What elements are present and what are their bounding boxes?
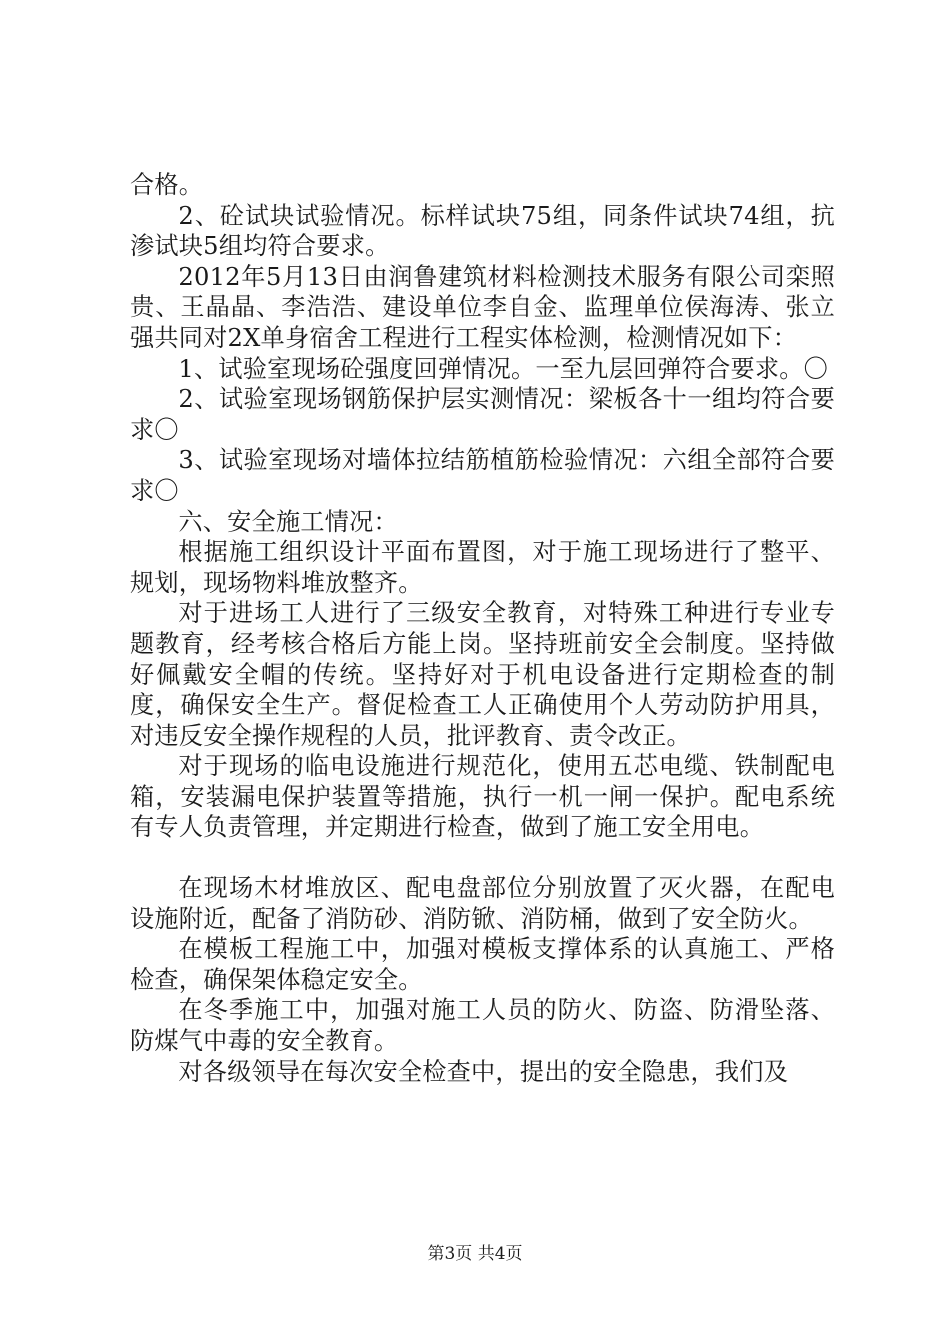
paragraph: 2、砼试块试验情况。标样试块75组，同条件试块74组，抗渗试块5组均符合要求。 xyxy=(130,201,835,261)
paragraph: 在现场木材堆放区、配电盘部位分别放置了灭火器，在配电设施附近，配备了消防砂、消防锨、消防桶，做到了安全防火。 xyxy=(130,874,835,933)
paragraph: 3、试验室现场对墙体拉结筋植筋检验情况：六组全部符合要求〇 xyxy=(130,446,835,505)
paragraph: 在冬季施工中，加强对施工人员的防火、防盗、防滑坠落、防煤气中毒的安全教育。 xyxy=(130,996,835,1056)
paragraph: 对于进场工人进行了三级安全教育，对特殊工种进行专业专题教育，经考核合格后方能上岗。坚持班前安全会制度。坚持做好佩戴安全帽的传统。坚持好对于机电设备进行定期检查的制度，确保安全生产。督促检查工人正确使用个人劳动防护用具，对违反安全操作规程的人员，批评教育、责令改正。 xyxy=(130,599,835,750)
page-footer xyxy=(0,1243,950,1265)
page-number-label: 第3页 共4页 xyxy=(427,1244,523,1264)
paragraph: 对各级领导在每次安全检查中，提出的安全隐患，我们及 xyxy=(178,1057,789,1086)
paragraph: 2012年5月13日由润鲁建筑材料检测技术服务有限公司栾照贵、王晶晶、李浩浩、建设单位李自金、监理单位侯海涛、张立强共同对2X单身宿舍工程进行工程实体检测，检测情况如下： xyxy=(130,262,835,352)
paragraph: 合格。 xyxy=(130,171,204,199)
document-body xyxy=(130,170,835,1087)
paragraph: 根据施工组织设计平面布置图，对于施工现场进行了整平、规划，现场物料堆放整齐。 xyxy=(130,538,835,597)
paragraph: 对于现场的临电设施进行规范化，使用五芯电缆、铁制配电箱，安装漏电保护装置等措施，执行一机一闸一保护。配电系统有专人负责管理，并定期进行检查，做到了施工安全用电。 xyxy=(130,752,835,842)
paragraph: 2、试验室现场钢筋保护层实测情况：梁板各十一组均符合要求〇 xyxy=(130,385,835,444)
paragraph: 在模板工程施工中，加强对模板支撑体系的认真施工、严格检查，确保架体稳定安全。 xyxy=(130,935,835,994)
paragraph: 1、试验室现场砼强度回弹情况。一至九层回弹符合要求。〇 xyxy=(178,354,829,383)
section-heading: 六、安全施工情况： xyxy=(178,507,398,536)
